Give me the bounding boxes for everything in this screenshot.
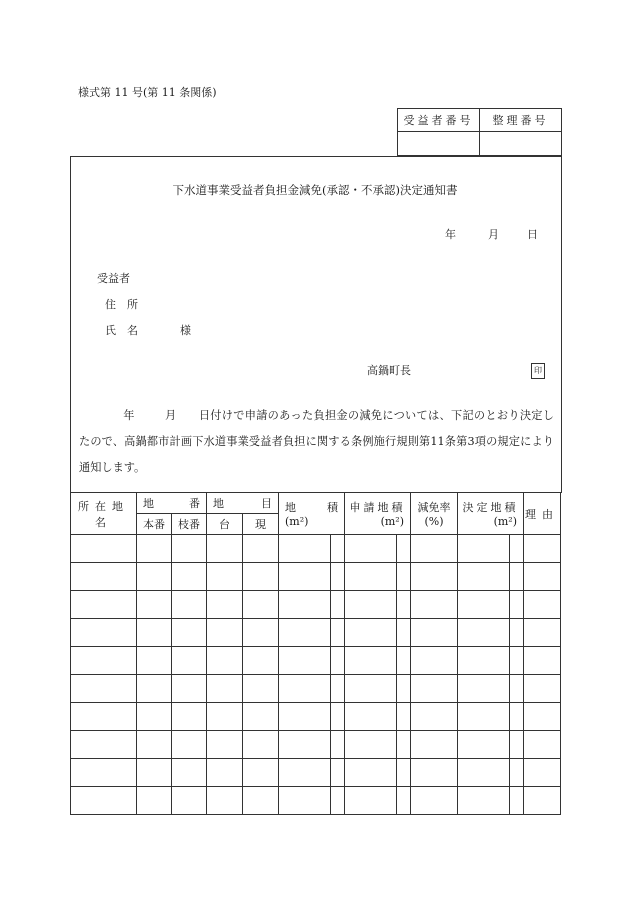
area-label-a: 地 (285, 501, 296, 514)
table-cell[interactable] (207, 563, 243, 591)
recipient-name-label (105, 322, 191, 338)
table-cell[interactable] (510, 535, 524, 563)
table-cell[interactable] (458, 591, 510, 619)
table-cell[interactable] (172, 675, 207, 703)
table-cell[interactable] (397, 591, 411, 619)
table-cell[interactable] (243, 703, 279, 731)
table-cell[interactable] (207, 647, 243, 675)
table-cell[interactable] (279, 731, 331, 759)
table-cell[interactable] (345, 647, 397, 675)
date-month: 月 (488, 228, 499, 241)
table-cell[interactable] (397, 535, 411, 563)
reference-number-header: 整理番号 (480, 109, 562, 132)
table-cell[interactable] (279, 787, 331, 815)
table-cell[interactable] (279, 675, 331, 703)
table-cell[interactable] (172, 535, 207, 563)
col-lot-number (137, 493, 207, 514)
table-cell[interactable] (524, 591, 561, 619)
table-cell[interactable] (137, 591, 172, 619)
table-cell[interactable] (71, 759, 137, 787)
table-cell[interactable] (411, 619, 458, 647)
table-cell[interactable] (397, 647, 411, 675)
table-cell[interactable] (71, 647, 137, 675)
table-row (71, 787, 561, 815)
table-cell[interactable] (524, 535, 561, 563)
table-cell[interactable] (243, 787, 279, 815)
col-category-register: 台 (207, 514, 243, 535)
body-month: 月 (164, 409, 177, 422)
col-category-current: 現 (243, 514, 279, 535)
table-cell[interactable] (137, 535, 172, 563)
table-cell[interactable] (71, 731, 137, 759)
table-row (71, 619, 561, 647)
table-cell[interactable] (279, 619, 331, 647)
table-cell[interactable] (331, 535, 345, 563)
table-cell[interactable] (71, 619, 137, 647)
table-cell[interactable] (279, 563, 331, 591)
table-cell[interactable] (331, 647, 345, 675)
col-location: 所在地名 (71, 493, 137, 535)
recipient-address-label: 住 所 (105, 298, 138, 311)
table-cell[interactable] (411, 759, 458, 787)
table-cell[interactable] (397, 759, 411, 787)
col-area (279, 493, 345, 535)
table-cell[interactable] (345, 619, 397, 647)
table-cell[interactable] (331, 563, 345, 591)
table-cell[interactable] (207, 675, 243, 703)
table-cell[interactable] (345, 563, 397, 591)
table-cell[interactable] (411, 563, 458, 591)
table-cell[interactable] (345, 787, 397, 815)
table-cell[interactable] (137, 759, 172, 787)
table-cell[interactable] (458, 535, 510, 563)
table-cell[interactable] (524, 647, 561, 675)
col-land-category (207, 493, 279, 514)
table-cell[interactable] (331, 703, 345, 731)
table-cell[interactable] (243, 647, 279, 675)
table-cell[interactable] (243, 535, 279, 563)
table-cell[interactable] (137, 675, 172, 703)
name-label-text: 氏 名 (105, 324, 138, 337)
table-cell[interactable] (510, 731, 524, 759)
col-reason: 理由 (524, 493, 561, 535)
table-cell[interactable] (524, 619, 561, 647)
table-cell[interactable] (279, 591, 331, 619)
table-cell[interactable] (71, 675, 137, 703)
table-cell[interactable] (207, 787, 243, 815)
table-row (71, 731, 561, 759)
number-box (397, 108, 562, 156)
table-cell[interactable] (458, 619, 510, 647)
table-cell[interactable] (243, 591, 279, 619)
table-cell[interactable] (172, 591, 207, 619)
table-cell[interactable] (510, 591, 524, 619)
table-cell[interactable] (345, 731, 397, 759)
table-cell[interactable] (172, 647, 207, 675)
table-cell[interactable] (345, 535, 397, 563)
table-cell[interactable] (71, 703, 137, 731)
table-cell[interactable] (510, 703, 524, 731)
table-cell[interactable] (137, 731, 172, 759)
recipient-label: 受益者 (97, 272, 130, 285)
table-cell[interactable] (397, 563, 411, 591)
col-lot-branch: 枝番 (172, 514, 207, 535)
table-cell[interactable] (411, 703, 458, 731)
table-cell[interactable] (411, 675, 458, 703)
table-cell[interactable] (411, 647, 458, 675)
body-year: 年 (123, 409, 135, 422)
table-cell[interactable] (172, 703, 207, 731)
area-unit: (m²) (285, 515, 309, 528)
reduction-rate-unit: (%) (424, 515, 444, 528)
issuer-title: 高鍋町長 (367, 364, 411, 377)
table-cell[interactable] (243, 731, 279, 759)
table-cell[interactable] (411, 535, 458, 563)
table-cell[interactable] (331, 759, 345, 787)
table-cell[interactable] (172, 731, 207, 759)
table-cell[interactable] (524, 675, 561, 703)
table-cell[interactable] (172, 759, 207, 787)
form-number-label: 様式第 11 号(第 11 条関係) (78, 86, 217, 99)
date-year: 年 (445, 228, 456, 241)
lot-label-b: 番 (189, 497, 200, 510)
table-cell[interactable] (172, 563, 207, 591)
table-cell[interactable] (397, 731, 411, 759)
table-cell[interactable] (279, 703, 331, 731)
table-cell[interactable] (458, 703, 510, 731)
table-cell[interactable] (345, 591, 397, 619)
col-decided-area (458, 493, 524, 535)
seal-mark: 印 (531, 363, 545, 379)
reference-number-field[interactable] (480, 132, 562, 156)
table-row (71, 703, 561, 731)
col-applied-area (345, 493, 411, 535)
table-cell[interactable] (137, 703, 172, 731)
table-cell[interactable] (172, 787, 207, 815)
decided-area-unit: (m²) (493, 515, 517, 528)
table-row (71, 675, 561, 703)
table-cell[interactable] (345, 703, 397, 731)
issue-date (445, 226, 538, 242)
table-cell[interactable] (510, 787, 524, 815)
table-cell[interactable] (207, 759, 243, 787)
table-cell[interactable] (279, 647, 331, 675)
table-cell[interactable] (71, 563, 137, 591)
table-cell[interactable] (510, 759, 524, 787)
table-cell[interactable] (207, 703, 243, 731)
table-cell[interactable] (137, 787, 172, 815)
table-cell[interactable] (397, 619, 411, 647)
table-cell[interactable] (458, 647, 510, 675)
table-cell[interactable] (345, 675, 397, 703)
table-cell[interactable] (71, 591, 137, 619)
reduction-rate-label: 減免率 (417, 501, 451, 514)
table-cell[interactable] (331, 787, 345, 815)
table-cell[interactable] (524, 759, 561, 787)
table-cell[interactable] (243, 619, 279, 647)
land-table (70, 492, 561, 815)
category-label-a: 地 (213, 497, 224, 510)
table-cell[interactable] (397, 675, 411, 703)
lot-label-a: 地 (143, 497, 154, 510)
honorific: 様 (180, 324, 191, 337)
date-day: 日 (527, 228, 538, 241)
table-cell[interactable] (207, 731, 243, 759)
table-cell[interactable] (207, 535, 243, 563)
table-cell[interactable] (331, 675, 345, 703)
table-cell[interactable] (137, 619, 172, 647)
table-cell[interactable] (397, 787, 411, 815)
col-reduction-rate (411, 493, 458, 535)
table-cell[interactable] (331, 731, 345, 759)
category-label-b: 目 (261, 497, 272, 510)
table-cell[interactable] (524, 563, 561, 591)
table-row (71, 647, 561, 675)
table-cell[interactable] (510, 647, 524, 675)
table-cell[interactable] (137, 647, 172, 675)
beneficiary-number-header: 受益者番号 (398, 109, 480, 132)
table-cell[interactable] (207, 619, 243, 647)
table-cell[interactable] (172, 619, 207, 647)
table-cell[interactable] (331, 591, 345, 619)
table-cell[interactable] (411, 731, 458, 759)
applied-area-unit: (m²) (380, 515, 404, 528)
table-cell[interactable] (458, 563, 510, 591)
table-cell[interactable] (279, 535, 331, 563)
table-cell[interactable] (510, 675, 524, 703)
body-text: 日付けで申請のあった負担金の減免については、下記のとおり決定したので、高鍋都市計画下水道事業受益者負担に関する条例施行規則第11条第3項の規定により通知します。 (79, 409, 554, 474)
notice-body (79, 403, 554, 481)
table-row (71, 535, 561, 563)
table-cell[interactable] (207, 591, 243, 619)
table-cell[interactable] (524, 703, 561, 731)
table-cell[interactable] (137, 563, 172, 591)
table-cell[interactable] (458, 731, 510, 759)
table-cell[interactable] (345, 759, 397, 787)
table-cell[interactable] (524, 731, 561, 759)
area-label-b: 積 (327, 501, 338, 514)
table-row (71, 759, 561, 787)
table-cell[interactable] (524, 787, 561, 815)
table-cell[interactable] (458, 759, 510, 787)
table-row (71, 591, 561, 619)
document-title: 下水道事業受益者負担金減免(承認・不承認)決定通知書 (172, 183, 458, 197)
table-row (71, 563, 561, 591)
table-cell[interactable] (243, 675, 279, 703)
beneficiary-number-field[interactable] (398, 132, 480, 156)
table-cell[interactable] (279, 759, 331, 787)
table-cell[interactable] (71, 787, 137, 815)
table-cell[interactable] (458, 787, 510, 815)
table-cell[interactable] (458, 675, 510, 703)
decided-area-label: 決定地積 (462, 501, 519, 514)
table-cell[interactable] (510, 563, 524, 591)
applied-area-label: 申請地積 (349, 501, 406, 514)
table-cell[interactable] (411, 787, 458, 815)
table-cell[interactable] (243, 759, 279, 787)
table-cell[interactable] (331, 619, 345, 647)
table-cell[interactable] (71, 535, 137, 563)
table-cell[interactable] (397, 703, 411, 731)
table-cell[interactable] (243, 563, 279, 591)
table-cell[interactable] (510, 619, 524, 647)
col-lot-main: 本番 (137, 514, 172, 535)
table-cell[interactable] (411, 591, 458, 619)
